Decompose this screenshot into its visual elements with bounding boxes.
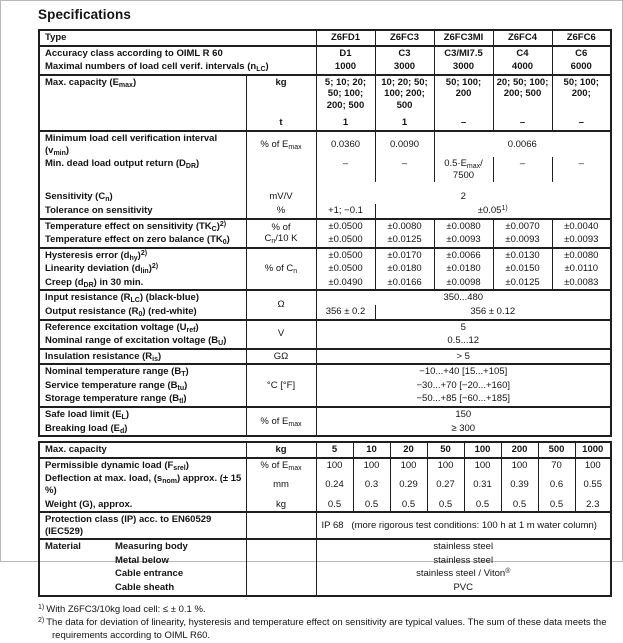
value-cell: ±0.0093 bbox=[434, 233, 493, 248]
row-label: Tolerance on sensitivity bbox=[45, 204, 153, 216]
value-cell: ±0.0098 bbox=[434, 276, 493, 291]
value-cell: C3 bbox=[375, 46, 434, 61]
row-label: Accuracy class according to OIML R 60 bbox=[39, 46, 316, 61]
value-cell: 5; 10; 20; 50; 100; 200; 500 bbox=[316, 75, 375, 113]
value-cell: – bbox=[493, 157, 552, 182]
row-label: Permissible dynamic load $(F_{srel})$ bbox=[39, 458, 246, 473]
value-cell: 20 bbox=[390, 442, 427, 458]
row-label: Protection class (IP) acc. to EN60529 (IEC529) bbox=[39, 512, 246, 539]
value-cell: 100 bbox=[316, 458, 353, 473]
value-cell: stainless steel bbox=[316, 554, 611, 568]
value-cell: 10 bbox=[353, 442, 390, 458]
row-label: Cable entrance bbox=[115, 568, 184, 580]
value-cell: 0.24 bbox=[316, 472, 353, 497]
value-cell: – bbox=[375, 157, 434, 182]
value-cell: 1000 bbox=[575, 442, 611, 458]
row-label: Cable sheath bbox=[115, 581, 175, 593]
value-cell: 0.39 bbox=[501, 472, 538, 497]
value-cell: −50...+85 [−60...+185] bbox=[316, 392, 611, 407]
value-cell: 500 bbox=[538, 442, 575, 458]
value-cell: 2 bbox=[316, 182, 611, 204]
table-row bbox=[39, 539, 611, 554]
value-cell: 0.5 bbox=[538, 498, 575, 513]
row-label: Service temperature range $(B_{tu})$ bbox=[45, 379, 188, 392]
table-row bbox=[39, 422, 611, 437]
value-cell: ±0.0170 bbox=[375, 248, 434, 263]
row-label bbox=[39, 112, 246, 131]
unit-cell: kg bbox=[246, 442, 316, 458]
table-row bbox=[39, 46, 611, 61]
row-label: Hysteresis error $(d_{hy})^{2)}$ bbox=[39, 248, 246, 263]
value-cell: 5 bbox=[316, 442, 353, 458]
value-cell: ±0.0500 bbox=[316, 219, 375, 234]
unit-cell: % of $E_{max}$ bbox=[246, 458, 316, 473]
value-cell: ±0.0500 bbox=[316, 248, 375, 263]
table-row bbox=[39, 442, 611, 458]
row-label: Min. dead load output return $(D_{DR})$ bbox=[45, 158, 200, 171]
unit-cell: % of $C_n/10$ K bbox=[246, 219, 316, 248]
value-cell: C6 bbox=[552, 46, 611, 61]
row-label: Minimum load cell verification interval $(v_{min})$ bbox=[39, 131, 246, 157]
value-cell: 100 bbox=[464, 458, 501, 473]
value-cell: ±0.0083 bbox=[552, 276, 611, 291]
value-cell: −10...+40 [15...+105] bbox=[316, 364, 611, 379]
value-cell: 100 bbox=[390, 458, 427, 473]
row-label: Metal below bbox=[115, 554, 169, 566]
value-cell: 0.55 bbox=[575, 472, 611, 497]
value-cell: ±0.0166 bbox=[375, 276, 434, 291]
value-cell: C4 bbox=[493, 46, 552, 61]
capacity-details-table bbox=[38, 441, 612, 596]
value-cell: > 5 bbox=[316, 349, 611, 365]
value-cell: 70 bbox=[538, 458, 575, 473]
table-row bbox=[39, 554, 611, 568]
row-label: Insulation resistance $(R_{is})$ bbox=[39, 349, 246, 365]
value-cell: ±0.0150 bbox=[493, 262, 552, 276]
table-row bbox=[39, 290, 611, 305]
page-title: Specifications bbox=[38, 7, 131, 22]
value-cell: 50 bbox=[427, 442, 464, 458]
value-cell: 20; 50; 100; 200; 500 bbox=[493, 75, 552, 113]
row-label: Nominal range of excitation voltage $(B_U)$ bbox=[45, 335, 227, 348]
value-cell: ±0.0500 bbox=[316, 262, 375, 276]
table-row bbox=[39, 407, 611, 422]
footnote-1-text: With Z6FC3/10kg load cell: ≤ ± 0.1 %. bbox=[46, 603, 206, 615]
value-cell: 200 bbox=[501, 442, 538, 458]
value-cell: 0.5 bbox=[427, 498, 464, 513]
value-cell: ±0.0180 bbox=[434, 262, 493, 276]
value-cell: 10; 20; 50; 100; 200; 500 bbox=[375, 75, 434, 113]
value-cell: 350...480 bbox=[316, 290, 611, 305]
value-cell: 3000 bbox=[375, 60, 434, 75]
value-cell: stainless steel bbox=[316, 539, 611, 554]
value-cell: 0.5 bbox=[464, 498, 501, 513]
value-cell: 1000 bbox=[316, 60, 375, 75]
unit-cell: % of $C_n$ bbox=[246, 248, 316, 291]
footnote-2 bbox=[38, 617, 616, 643]
row-label: Nominal temperature range $(B_T)$ bbox=[39, 364, 246, 379]
footnote-2-text: The data for deviation of linearity, hysteresis and temperature effect on sensitivity are typical values. The sum of these data meets the requirements according to OIML R60. bbox=[46, 617, 607, 642]
row-label: Deflection at max. load, $(s_{nom})$ approx. (± 15 %) bbox=[45, 473, 242, 496]
row-label: Storage temperature range $(B_{tl})$ bbox=[45, 393, 187, 406]
unit-cell: % of $E_{max}$ bbox=[246, 131, 316, 157]
table-row bbox=[39, 233, 611, 248]
row-label: Input resistance $(R_{LC})$ (black-blue) bbox=[39, 290, 246, 305]
value-cell: ±0.0040 bbox=[552, 219, 611, 234]
value-cell: – bbox=[316, 157, 375, 182]
unit-cell: % bbox=[246, 204, 316, 219]
value-cell: −30...+70 [−20...+160] bbox=[316, 379, 611, 393]
row-label: Creep $(d_{DR})$ in 30 min. bbox=[45, 276, 144, 289]
value-cell: ±0.0093 bbox=[552, 233, 611, 248]
value-cell: +1; −0.1 bbox=[316, 204, 375, 219]
value-cell: ±0.0080 bbox=[552, 248, 611, 263]
row-label: Weight (G), approx. bbox=[45, 498, 133, 510]
table-row bbox=[39, 320, 611, 335]
row-label: Temperature effect on sensitivity $(TK_C)^{2)}$ bbox=[39, 219, 246, 234]
value-cell: – bbox=[434, 112, 493, 131]
table-row bbox=[39, 204, 611, 219]
value-cell: D1 bbox=[316, 46, 375, 61]
row-label: Type bbox=[39, 30, 316, 46]
value-cell: 6000 bbox=[552, 60, 611, 75]
table-row bbox=[39, 276, 611, 291]
row-label: Max. capacity bbox=[39, 442, 246, 458]
value-cell: Z6FC6 bbox=[552, 30, 611, 46]
unit-cell: kg bbox=[246, 75, 316, 113]
value-cell: $0.5\cdot E_{max}/$ 7500 bbox=[434, 157, 493, 182]
value-cell: IP 68 (more rigorous test conditions: 100 h at 1 m water column) bbox=[316, 512, 611, 539]
table-row bbox=[39, 364, 611, 379]
value-cell: 0.0090 bbox=[375, 131, 434, 157]
value-cell: – bbox=[552, 112, 611, 131]
footnote-1-marker: 1) bbox=[38, 603, 45, 611]
value-cell: 0.29 bbox=[390, 472, 427, 497]
table-row bbox=[39, 349, 611, 365]
table-row bbox=[39, 512, 611, 539]
value-cell: 0.5 bbox=[390, 498, 427, 513]
value-cell: 0.27 bbox=[427, 472, 464, 497]
value-cell: 100 bbox=[464, 442, 501, 458]
table-row bbox=[39, 379, 611, 393]
value-cell: 0.31 bbox=[464, 472, 501, 497]
unit-cell: GΩ bbox=[246, 349, 316, 365]
value-cell: PVC bbox=[316, 581, 611, 596]
unit-cell bbox=[246, 539, 316, 595]
value-cell: 100 bbox=[501, 458, 538, 473]
value-cell: 0.3 bbox=[353, 472, 390, 497]
unit-cell bbox=[246, 157, 316, 182]
value-cell: 0.5 bbox=[316, 498, 353, 513]
value-cell: 0.5 bbox=[501, 498, 538, 513]
value-cell: – bbox=[552, 157, 611, 182]
value-cell: 356 ± 0.2 bbox=[316, 305, 375, 320]
value-cell: 0.5 bbox=[353, 498, 390, 513]
value-cell: 0.6 bbox=[538, 472, 575, 497]
footnote-2-marker: 2) bbox=[38, 617, 45, 625]
value-cell: ±0.0080 bbox=[434, 219, 493, 234]
value-cell: ±0.0490 bbox=[316, 276, 375, 291]
value-cell: stainless steel / Viton® bbox=[316, 567, 611, 581]
table-row bbox=[39, 581, 611, 596]
table-row bbox=[39, 131, 611, 157]
table-row bbox=[39, 30, 611, 46]
value-cell: ±0.0180 bbox=[375, 262, 434, 276]
table-row bbox=[39, 472, 611, 497]
unit-cell: t bbox=[246, 112, 316, 131]
table-row bbox=[39, 262, 611, 276]
table-row bbox=[39, 248, 611, 263]
unit-cell: mm bbox=[246, 472, 316, 497]
row-label: Temperature effect on zero balance $(TK_0)$ bbox=[45, 234, 230, 247]
value-cell: Z6FD1 bbox=[316, 30, 375, 46]
value-cell: 100 bbox=[353, 458, 390, 473]
unit-cell: mV/V bbox=[246, 182, 316, 204]
value-cell: 100 bbox=[427, 458, 464, 473]
unit-cell bbox=[246, 512, 316, 539]
value-cell: 356 ± 0.12 bbox=[375, 305, 611, 320]
value-cell: 50; 100; 200 bbox=[434, 75, 493, 113]
row-label: Linearity deviation $(d_{lin})^{2)}$ bbox=[45, 263, 159, 276]
value-cell: Z6FC4 bbox=[493, 30, 552, 46]
table-row bbox=[39, 75, 611, 113]
specifications-table bbox=[38, 29, 612, 437]
value-cell: 0.0360 bbox=[316, 131, 375, 157]
footnotes bbox=[38, 604, 616, 643]
value-cell: 1 bbox=[316, 112, 375, 131]
value-cell: ±0.0093 bbox=[493, 233, 552, 248]
row-label: Safe load limit $(E_L)$ bbox=[39, 407, 246, 422]
table-row bbox=[39, 334, 611, 349]
table-row bbox=[39, 219, 611, 234]
row-label: Sensitivity $(C_n)$ bbox=[45, 191, 113, 204]
value-cell: ±0.0500 bbox=[316, 233, 375, 248]
row-label: Max. capacity $(E_{max})$ bbox=[39, 75, 246, 113]
row-label: Breaking load $(E_d)$ bbox=[45, 422, 128, 435]
table-row bbox=[39, 458, 611, 473]
value-cell: 50; 100; 200; bbox=[552, 75, 611, 113]
table-row bbox=[39, 157, 611, 182]
table-row bbox=[39, 305, 611, 320]
value-cell: ±0.0070 bbox=[493, 219, 552, 234]
value-cell: 0.5...12 bbox=[316, 334, 611, 349]
value-cell: – bbox=[493, 112, 552, 131]
value-cell: ±0.0125 bbox=[375, 233, 434, 248]
value-cell: ±0.0110 bbox=[552, 262, 611, 276]
row-label: Maximal numbers of load cell verif. intervals $(n_{LC})$ bbox=[45, 61, 269, 74]
value-cell: C3/MI7.5 bbox=[434, 46, 493, 61]
value-cell: 150 bbox=[316, 407, 611, 422]
unit-cell: Ω bbox=[246, 290, 316, 319]
value-cell: Z6FC3MI bbox=[434, 30, 493, 46]
value-cell: ±0.0125 bbox=[493, 276, 552, 291]
table-row bbox=[39, 112, 611, 131]
value-cell: ≥ 300 bbox=[316, 422, 611, 437]
value-cell: 0.0066 bbox=[434, 131, 611, 157]
value-cell: 1 bbox=[375, 112, 434, 131]
table-row bbox=[39, 567, 611, 581]
row-label: Material Measuring body bbox=[39, 539, 246, 554]
table-row bbox=[39, 182, 611, 204]
row-label: Output resistance $(R_0)$ (red-white) bbox=[45, 305, 197, 318]
table-row bbox=[39, 392, 611, 407]
value-cell: Z6FC3 bbox=[375, 30, 434, 46]
value-cell: 2.3 bbox=[575, 498, 611, 513]
value-cell: ±0.0066 bbox=[434, 248, 493, 263]
value-cell: 100 bbox=[575, 458, 611, 473]
value-cell: 4000 bbox=[493, 60, 552, 75]
value-cell: $\pm 0.05^{1)}$ bbox=[375, 204, 611, 219]
unit-cell: kg bbox=[246, 498, 316, 513]
unit-cell: °C [°F] bbox=[246, 364, 316, 407]
table-row bbox=[39, 498, 611, 513]
row-label: Reference excitation voltage $(U_{ref})$ bbox=[39, 320, 246, 335]
unit-cell: V bbox=[246, 320, 316, 349]
value-cell: ±0.0130 bbox=[493, 248, 552, 263]
value-cell: ±0.0080 bbox=[375, 219, 434, 234]
table-row bbox=[39, 60, 611, 75]
value-cell: 5 bbox=[316, 320, 611, 335]
unit-cell: % of $E_{max}$ bbox=[246, 407, 316, 436]
value-cell: 3000 bbox=[434, 60, 493, 75]
footnote-1 bbox=[38, 604, 616, 617]
